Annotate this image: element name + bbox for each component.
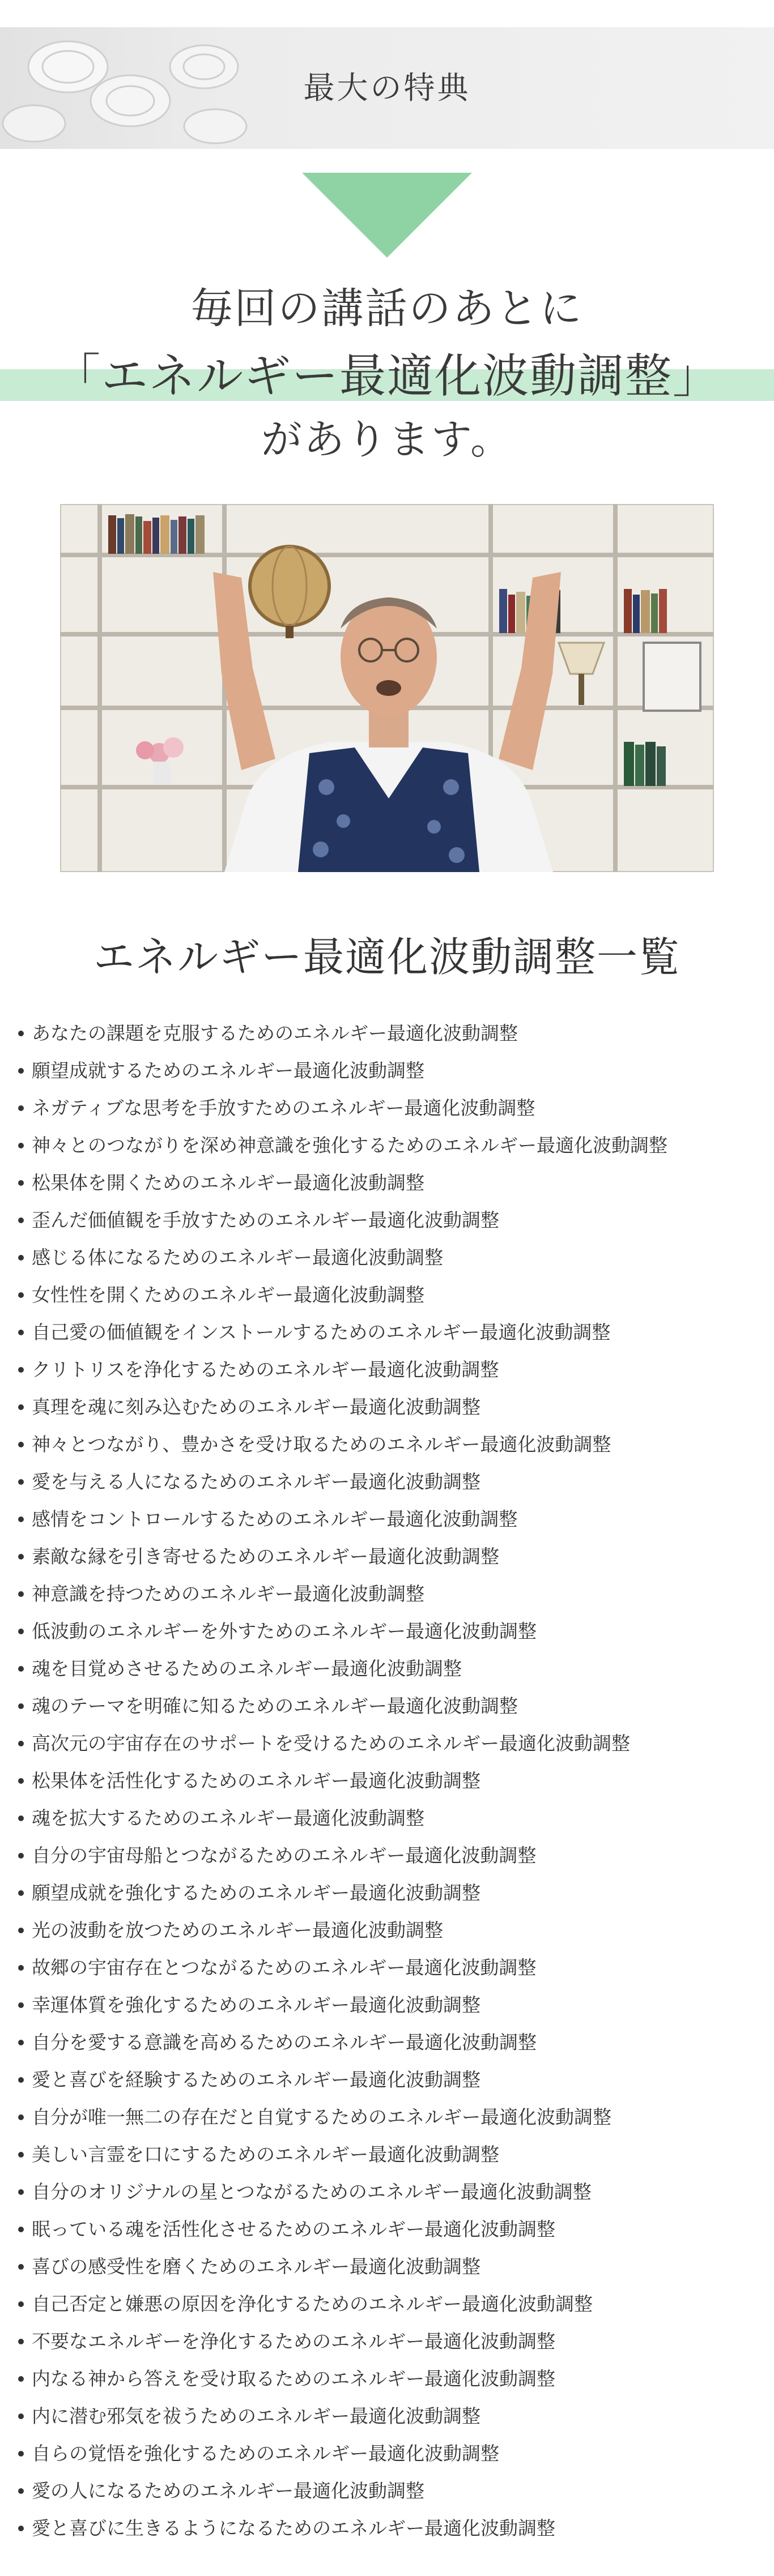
bullet-icon [18,1853,24,1859]
bullet-icon [18,1554,24,1560]
bullet-icon [18,2227,24,2232]
list-item [16,1538,769,1575]
list-item-text: 素敵な縁を引き寄せるためのエネルギー最適化波動調整 [32,1545,499,1567]
list-item-text: 願望成就するためのエネルギー最適化波動調整 [32,1060,424,1082]
list-item [16,2061,769,2099]
bullet-icon [18,1778,24,1784]
list-item [16,1202,769,1239]
list-item [16,1389,769,1426]
list-item-text: 願望成就を強化するためのエネルギー最適化波動調整 [32,1882,480,1904]
bullet-icon [18,1404,24,1410]
bullet-icon [18,2488,24,2494]
bullet-icon [18,2376,24,2382]
bullet-icon [18,2040,24,2045]
list-item-text: 感情をコントロールするためのエネルギー最適化波動調整 [32,1508,518,1530]
list-item-text: 高次元の宇宙存在のサポートを受けるためのエネルギー最適化波動調整 [32,1732,630,1754]
bullet-icon [18,1703,24,1709]
speaker-photo [60,504,714,872]
list-item-text: 内なる神から答えを受け取るためのエネルギー最適化波動調整 [32,2368,555,2390]
list-item [16,1762,769,1800]
bullet-icon [18,1292,24,1298]
bullet-icon [18,1965,24,1971]
list-item [16,1426,769,1463]
headline-line-1: 毎回の講話のあとに [190,284,584,333]
list-item [16,1688,769,1725]
list-item-text: 自己愛の価値観をインストールするためのエネルギー最適化波動調整 [32,1321,611,1343]
list-item-text: 松果体を開くためのエネルギー最適化波動調整 [32,1172,424,1194]
list-item [16,2510,769,2547]
bullet-icon [18,1367,24,1373]
list-item-text: ネガティブな思考を手放すためのエネルギー最適化波動調整 [32,1097,535,1119]
list-item [16,1164,769,1202]
bullet-icon [18,2077,24,2083]
list-item-text: 内に潜む邪気を祓うためのエネルギー最適化波動調整 [32,2405,480,2427]
bullet-icon [18,1928,24,1933]
header-banner [0,27,774,149]
bullet-icon [18,1591,24,1597]
list-item-text: 感じる体になるためのエネルギー最適化波動調整 [32,1246,443,1268]
list-item-text: 光の波動を放つためのエネルギー最適化波動調整 [32,1919,443,1941]
list-item [16,2435,769,2472]
down-arrow-icon [302,173,472,258]
list-item-text: 自分が唯一無二の存在だと自覚するためのエネルギー最適化波動調整 [32,2106,611,2128]
bullet-icon [18,2526,24,2531]
list-item [16,1052,769,1090]
list-item [16,2398,769,2435]
list-item-text: 自己否定と嫌悪の原因を浄化するためのエネルギー最適化波動調整 [32,2293,593,2315]
bullet-icon [18,2264,24,2270]
bullet-icon [18,1217,24,1223]
bullet-icon [18,1516,24,1522]
list-item [16,1987,769,2024]
list-item-text: 愛の人になるためのエネルギー最適化波動調整 [32,2480,424,2502]
list-item-text: 魂を拡大するためのエネルギー最適化波動調整 [32,1807,424,1829]
list-item [16,2024,769,2061]
list-item [16,2173,769,2211]
bullet-icon [18,1031,24,1036]
list-item [16,1912,769,1949]
list-item-text: 自分の宇宙母船とつながるためのエネルギー最適化波動調整 [32,1844,537,1866]
bullet-icon [18,1890,24,1896]
list-item-text: 自分を愛する意識を高めるためのエネルギー最適化波動調整 [32,2031,537,2053]
list-item [16,1276,769,1314]
bullet-icon [18,1815,24,1821]
list-item-text: 美しい言霊を口にするためのエネルギー最適化波動調整 [32,2143,499,2165]
bullet-icon [18,2413,24,2419]
speaker-photo-illustration [60,504,714,872]
list-item-text: 喜びの感受性を磨くためのエネルギー最適化波動調整 [32,2255,480,2278]
bullet-icon [18,1666,24,1672]
headline-line-3: があります。 [261,416,513,463]
banner-title: 最大の特典 [303,70,471,106]
bullet-icon [18,2189,24,2195]
list-item [16,1090,769,1127]
list-item-text: 神々とつながり、豊かさを受け取るためのエネルギー最適化波動調整 [32,1433,611,1455]
list-item-text: 愛を与える人になるためのエネルギー最適化波動調整 [32,1471,480,1493]
list-item-text: 愛と喜びに生きるようになるためのエネルギー最適化波動調整 [32,2517,555,2539]
list-item [16,2248,769,2285]
list-item [16,1837,769,1874]
bullet-icon [18,2301,24,2307]
list-item-text: クリトリスを浄化するためのエネルギー最適化波動調整 [32,1359,499,1381]
bullet-icon [18,2152,24,2158]
bullet-icon [18,1255,24,1261]
bullet-icon [18,1180,24,1186]
list-item [16,2323,769,2360]
list-item [16,1800,769,1837]
list-item [16,1463,769,1501]
bullet-icon [18,2451,24,2457]
bullet-icon [18,1068,24,1074]
list-item-text: 不要なエネルギーを浄化するためのエネルギー最適化波動調整 [32,2330,555,2352]
list-item [16,1015,769,1052]
list-item-text: 女性性を開くためのエネルギー最適化波動調整 [32,1284,424,1306]
list-item [16,1351,769,1389]
list-item [16,1874,769,1912]
list-item-text: 歪んだ価値観を手放すためのエネルギー最適化波動調整 [32,1209,499,1231]
list-item [16,1725,769,1762]
list-item-text: 愛と喜びを経験するためのエネルギー最適化波動調整 [32,2069,480,2091]
list-item [16,2472,769,2510]
bullet-icon [18,2002,24,2008]
list-item-text: 自らの覚悟を強化するためのエネルギー最適化波動調整 [32,2442,499,2464]
list-item-text: 魂を目覚めさせるためのエネルギー最適化波動調整 [32,1657,462,1680]
bullet-icon [18,1629,24,1634]
list-item [16,2099,769,2136]
bullet-icon [18,1105,24,1111]
list-item [16,1239,769,1276]
list-item [16,1650,769,1688]
list-item [16,2285,769,2323]
headline-line-2: 「エネルギー最適化波動調整」 [53,349,720,403]
list-item-text: 眠っている魂を活性化させるためのエネルギー最適化波動調整 [32,2218,555,2240]
list-item [16,2136,769,2173]
list-item-text: 神々とのつながりを深め神意識を強化するためのエネルギー最適化波動調整 [32,1134,667,1156]
list-title: エネルギー最適化波動調整一覧 [93,933,681,981]
list-item-text: 故郷の宇宙存在とつながるためのエネルギー最適化波動調整 [32,1956,537,1979]
list-item [16,2360,769,2398]
list-item [16,1613,769,1650]
bullet-icon [18,1442,24,1447]
list-item [16,2211,769,2248]
list-item-text: 自分のオリジナルの星とつながるためのエネルギー最適化波動調整 [32,2181,592,2203]
bullet-icon [18,2114,24,2120]
list-item-text: 神意識を持つためのエネルギー最適化波動調整 [32,1583,424,1605]
list-item-text: 低波動のエネルギーを外すためのエネルギー最適化波動調整 [32,1620,537,1642]
list-item [16,1314,769,1351]
adjustment-list [16,1015,769,2547]
list-item-text: 魂のテーマを明確に知るためのエネルギー最適化波動調整 [32,1695,518,1717]
list-item [16,1575,769,1613]
list-item [16,1127,769,1164]
bullet-icon [18,1330,24,1335]
bullet-icon [18,1479,24,1485]
bullet-icon [18,1741,24,1746]
list-item-text: あなたの課題を克服するためのエネルギー最適化波動調整 [32,1022,518,1044]
bullet-icon [18,2339,24,2344]
list-item [16,1949,769,1987]
list-item [16,1501,769,1538]
bullet-icon [18,1143,24,1148]
list-item-text: 松果体を活性化するためのエネルギー最適化波動調整 [32,1770,480,1792]
list-item-text: 真理を魂に刻み込むためのエネルギー最適化波動調整 [32,1396,480,1418]
list-item-text: 幸運体質を強化するためのエネルギー最適化波動調整 [32,1994,480,2016]
